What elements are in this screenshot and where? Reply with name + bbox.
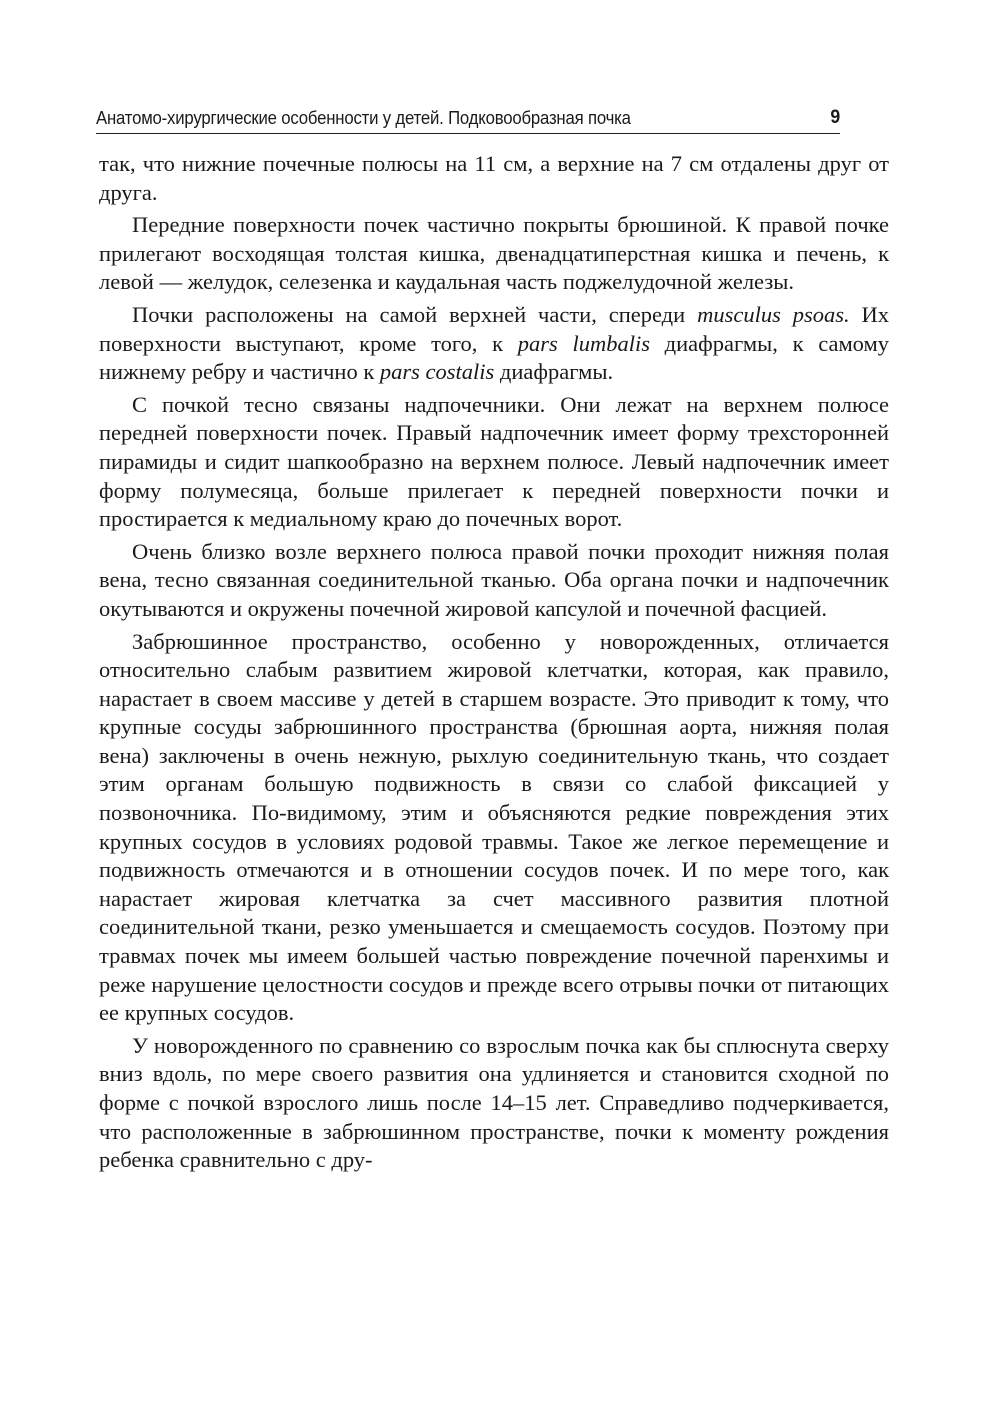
running-header — [96, 100, 840, 134]
paragraph-vena-cava: Очень близко возле верхнего полюса правой почки проходит нижняя полая вена, тесно связанная соединительной тканью. Оба органа почки и надпочечник окутываются и окружены почечной жировой капсулой и почечной фасцией. — [99, 538, 889, 621]
paragraph-retroperitoneal-space: Забрюшинное пространство, особенно у новорожденных, отличается относительно слабым развитием жировой клетчатки, которая, как правило, нарастает в своем массиве у детей в старшем возрасте. Это приводит к тому, что крупные сосуды забрюшинного пространства (брюшная аорта, нижняя полая вена) заключены в очень нежную, рыхлую соединительную ткань, что создает этим органам большую подвижность в связи со слабой фиксацией у позвоночника. По-видимому, этим и объясняются редкие повреждения этих крупных сосудов в условиях родовой травмы. Такое же легкое перемещение и подвижность отмечаются и в отношении сосудов почек. И по мере того, как нарастает жировая клетчатка за счет массивного развития плотной соединительной ткани, резко уменьшается и смещаемость сосудов. Поэтому при травмах почек мы имеем большей частью повреждение почечной паренхимы и реже нарушение целостности сосудов и прежде всего отрывы почки от питающих ее крупных сосудов. — [99, 628, 889, 1026]
paragraph-adrenal-glands: С почкой тесно связаны надпочечники. Они лежат на верхнем полюсе передней поверхности почек. Правый надпочечник имеет форму трехсторонней пирамиды и сидит шапкообразно на верхнем полюсе. Левый надпочечник имеет форму полумесяца, больше прилегает к передней поверхности почки и простирается к медиальному краю до почечных ворот. — [99, 391, 889, 532]
paragraph-peritoneum: Передние поверхности почек частично покрыты брюшиной. К правой почке прилегают восходящая толстая кишка, двенадцатиперстная кишка и печень, к левой — желудок, селезенка и каудальная часть поджелудочной железы. — [99, 212, 889, 295]
text-run: Их поверхности выступают, кроме того, к — [99, 301, 890, 356]
latin-term: pars lumbalis — [517, 330, 650, 356]
body-text — [99, 150, 889, 1179]
paragraph-newborn-kidney: У новорожденного по сравнению со взрослым почка как бы сплюснута сверху вниз вдоль, по мере своего развития она удлиняется и становится сходной по форме с почкой взрослого лишь после 14–15 лет. Справедливо подчеркивается, что расположенные в забрюшинном пространстве, почки к моменту рождения ребенка сравнительно с дру- — [99, 1032, 889, 1173]
latin-term: musculus psoas. — [697, 301, 850, 327]
paragraph-kidney-position — [99, 301, 889, 387]
text-run: диафрагмы, к самому нижнему ребру и частично к — [99, 330, 889, 385]
text-run: диафрагмы. — [494, 359, 614, 385]
latin-term: pars costalis — [379, 359, 495, 385]
paragraph-continuation: так, что нижние почечные полюсы на 11 см, а верхние на 7 см отдалены друг от друга. — [99, 151, 889, 205]
running-header-title: Анатомо-хирургические особенности у детей. Подковообразная почка — [96, 108, 631, 128]
text-run: Почки расположены на самой верхней части, спереди — [132, 301, 698, 327]
page-number: 9 — [830, 107, 840, 128]
